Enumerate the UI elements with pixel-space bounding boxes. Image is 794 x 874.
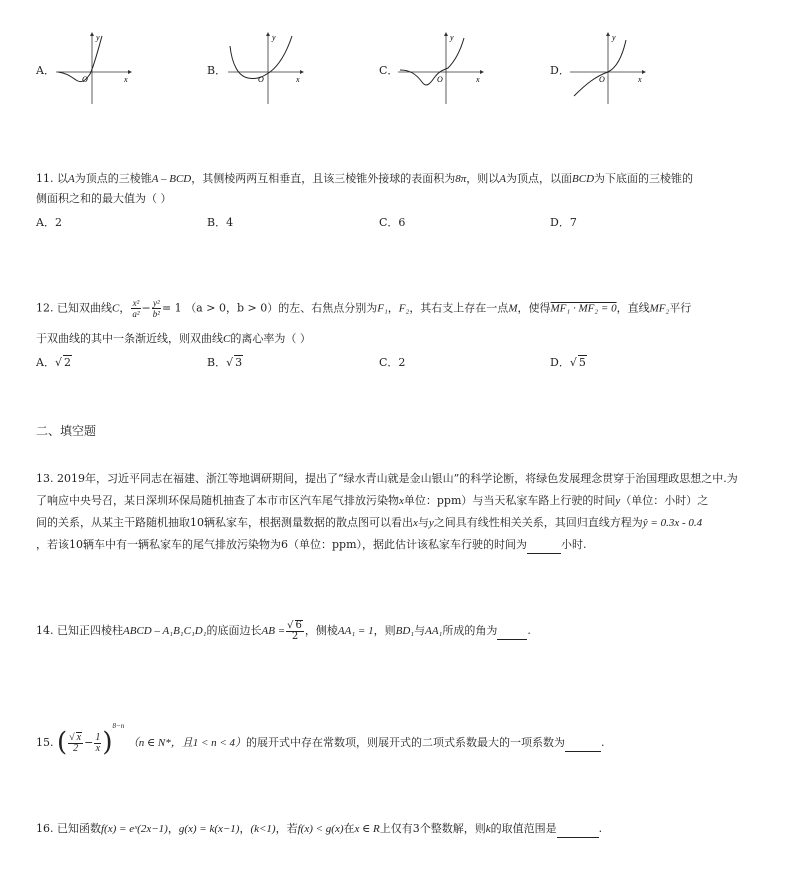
question-11: 11. 以A为顶点的三棱锥A – BCD，其侧棱两两互相垂直，且该三棱锥外接球的表面积为8π，则以A为顶点，以面BCD为下底面的三棱锥的 — [36, 172, 694, 185]
axis-x-label: x — [638, 75, 642, 84]
graph-option-d — [566, 30, 650, 106]
question-14: 14. 已知正四棱柱ABCD – A₁B₁C₁D₁的底面边长AB = $\frac{√ 6}{2}$ ，侧棱AA₁ = 1，则BD₁与AA₁所成的角为 . — [36, 620, 531, 642]
question-11-line2: 侧面积之和的最大值为（ ） — [36, 192, 172, 205]
question-12: 12. 已知双曲线C， $\frac{\text{x²}}{\text{a²}}$ − $\frac{\text{y²}}{\text{b²}}$ = 1 （a > 0，b > 0）的左、右焦点分别为F₁，F₂，其右支上存在一点M，使得MF₁ · MF₂ = 0，直线MF₂平行 — [36, 298, 692, 319]
question-16: 16. 已知函数f(x) = eˣ(2x−1)，g(x) = k(x−1)，(k<1)，若f(x) < g(x)在x ∈ R上仅有3个整数解，则k的取值范围是 . — [36, 820, 602, 838]
axis-x-label: x — [124, 75, 128, 84]
option-b-label: B． — [207, 64, 227, 77]
graph-option-a — [52, 30, 136, 106]
option-c-label: C． — [379, 64, 399, 77]
axis-y-label: y — [450, 33, 454, 42]
question-12-line2: 于双曲线的其中一条渐近线，则双曲线C的离心率为（ ） — [36, 332, 311, 345]
answer-blank[interactable] — [527, 536, 561, 554]
origin-label: O — [437, 75, 443, 84]
q11-option-c: C．6 — [379, 216, 406, 229]
answer-blank[interactable] — [557, 820, 599, 838]
question-13-line4: ，若该10辆车中有一辆私家车的尾气排放污染物为6（单位：ppm），据此估计该私家车行驶的时间为 小时. — [36, 536, 587, 554]
graph-option-b — [224, 30, 308, 106]
q12-option-a: A．√ 2 — [36, 356, 71, 369]
question-15: 15. ( $\frac{√ x}{2}$ − $\frac{1}{x}$ )$^{8-n}$ （n ∈ N*，且1 < n < 4）的展开式中存在常数项，则展开式的二项式系数最大的一项系数为 . — [36, 722, 605, 758]
axis-y-label: y — [96, 33, 100, 42]
question-13-line1: 13. 2019年，习近平同志在福建、浙江等地调研期间，提出了“绿水青山就是金山银山”的科学论断，将绿色发展理念贯穿于治国理政思想之中.为 — [36, 472, 738, 485]
q11-option-a: A．2 — [36, 216, 62, 229]
q12-option-d: D．√ 5 — [550, 356, 586, 369]
q12-option-c: C．2 — [379, 356, 406, 369]
question-13-line2: 了响应中央号召，某日深圳环保局随机抽查了本市市区汽车尾气排放污染物x单位：ppm）与当天私家车路上行驶的时间y（单位：小时）之 — [36, 494, 709, 507]
origin-label: O — [82, 75, 88, 84]
option-a-label: A． — [36, 64, 55, 77]
axis-y-label: y — [612, 33, 616, 42]
origin-label: O — [258, 75, 264, 84]
answer-blank[interactable] — [497, 622, 527, 640]
q11-option-d: D．7 — [550, 216, 577, 229]
axis-y-label: y — [272, 33, 276, 42]
graph-option-c — [394, 30, 488, 106]
section-title-fill-in: 二、填空题 — [36, 424, 97, 438]
origin-label: O — [599, 75, 605, 84]
option-d-label: D． — [550, 64, 570, 77]
axis-x-label: x — [476, 75, 480, 84]
question-13-line3: 间的关系，从某主干路随机抽取10辆私家车，根据测量数据的散点图可以看出x与y之间具有线性相关关系，其回归直线方程为ŷ = 0.3x - 0.4 — [36, 516, 703, 529]
answer-blank[interactable] — [565, 734, 601, 752]
q12-option-b: B．√ 3 — [207, 356, 243, 369]
q11-option-b: B．4 — [207, 216, 234, 229]
axis-x-label: x — [296, 75, 300, 84]
